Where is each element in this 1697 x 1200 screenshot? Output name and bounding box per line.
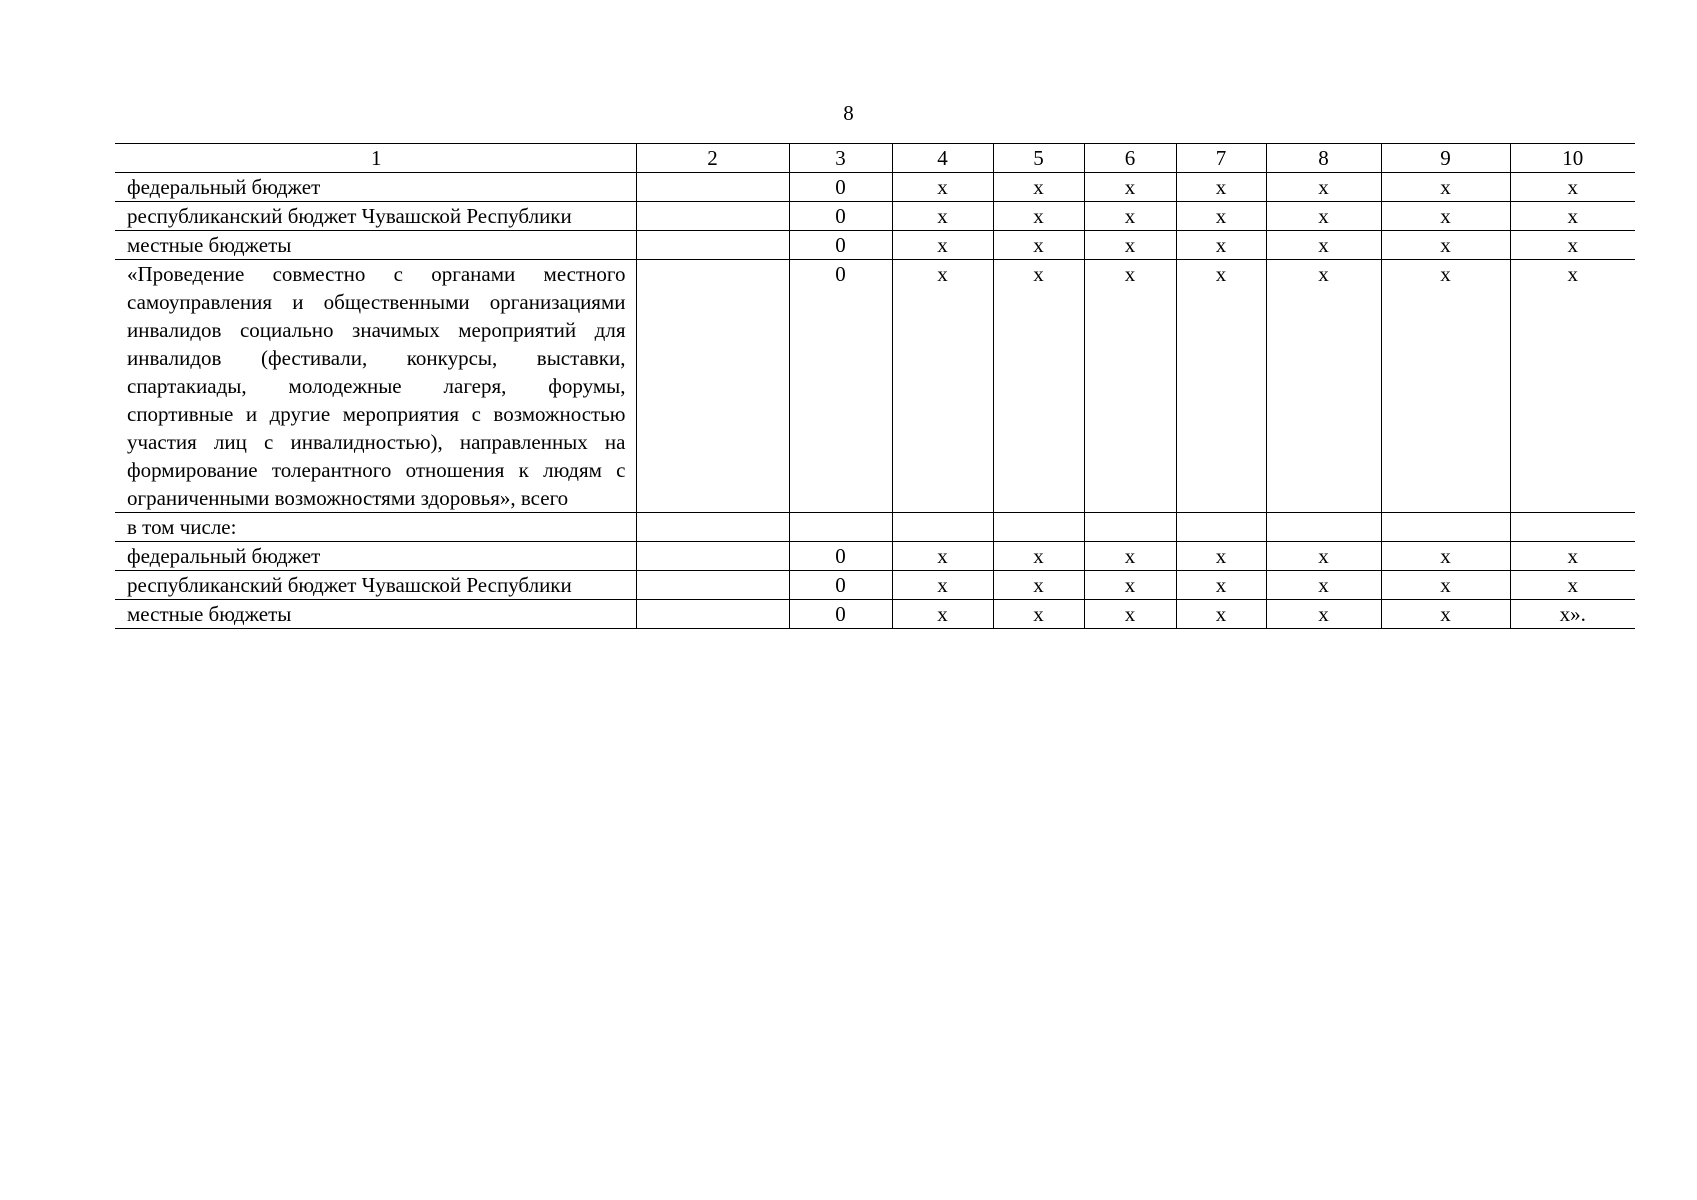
row-label: федеральный бюджет (115, 542, 636, 571)
table-cell: x (1084, 202, 1176, 231)
table-cell: x (1510, 571, 1635, 600)
table-cell (636, 260, 789, 513)
table-cell: x (1266, 202, 1381, 231)
table-cell (789, 513, 892, 542)
table-cell (636, 202, 789, 231)
table-cell: x (1510, 173, 1635, 202)
table-cell (636, 173, 789, 202)
column-number: 9 (1381, 144, 1510, 173)
table-cell: x (1510, 231, 1635, 260)
budget-table (115, 143, 1635, 629)
table-cell: x (1084, 600, 1176, 629)
row-label: местные бюджеты (115, 600, 636, 629)
table-cell (636, 571, 789, 600)
row-label: республиканский бюджет Чувашской Республики (115, 571, 636, 600)
column-number: 4 (892, 144, 993, 173)
table-cell: 0 (789, 202, 892, 231)
table-cell: x (1176, 260, 1266, 513)
table-cell (636, 513, 789, 542)
table-cell (1084, 513, 1176, 542)
table-cell: x (1084, 542, 1176, 571)
table-cell: 0 (789, 260, 892, 513)
table-cell (993, 513, 1084, 542)
table-cell: x (892, 231, 993, 260)
row-label: республиканский бюджет Чувашской Республики (115, 202, 636, 231)
table-cell: x (1176, 571, 1266, 600)
table-row (115, 513, 1635, 542)
column-number: 6 (1084, 144, 1176, 173)
table-cell: x (892, 542, 993, 571)
table-cell: x (1266, 571, 1381, 600)
table-cell: x (1084, 173, 1176, 202)
table-cell (1266, 513, 1381, 542)
column-number: 5 (993, 144, 1084, 173)
table-cell: x (1510, 260, 1635, 513)
table-cell: x (892, 202, 993, 231)
table-row (115, 231, 1635, 260)
table-row (115, 260, 1635, 513)
table-cell: x (1266, 542, 1381, 571)
row-label: в том числе: (115, 513, 636, 542)
row-label: местные бюджеты (115, 231, 636, 260)
table-cell: x (1381, 173, 1510, 202)
table-cell: 0 (789, 571, 892, 600)
table-cell: x (993, 202, 1084, 231)
table-cell: x (1510, 542, 1635, 571)
table-cell: x (892, 571, 993, 600)
table-cell: x (1176, 542, 1266, 571)
column-number: 3 (789, 144, 892, 173)
table-cell (892, 513, 993, 542)
table-cell: 0 (789, 231, 892, 260)
table-cell: 0 (789, 600, 892, 629)
table-cell: x (1176, 173, 1266, 202)
row-label: «Проведение совместно с органами местного самоуправления и общественными организациями инвалидов социально значимых мероприятий для инвалидов (фестивали, конкурсы, выставки, спартакиады, молодежные лагеря, форумы, спортивные и другие мероприятия с возможностью участия лиц с инвалидностью), направленных на формирование толерантного отношения к людям с ограниченными возможностями здоровья», всего (115, 260, 636, 513)
table-cell: x (892, 173, 993, 202)
table-cell: x (1084, 260, 1176, 513)
table-cell (636, 542, 789, 571)
table-row (115, 571, 1635, 600)
table-cell: x (1266, 173, 1381, 202)
table-cell: x (892, 260, 993, 513)
table-cell: x (1266, 231, 1381, 260)
table-cell: x (1084, 571, 1176, 600)
table-cell: x (1381, 202, 1510, 231)
table-cell: x (892, 600, 993, 629)
table-cell: x (1084, 231, 1176, 260)
table-cell: 0 (789, 173, 892, 202)
table-cell: x (1381, 260, 1510, 513)
table-cell: x (993, 173, 1084, 202)
table-cell: x (993, 260, 1084, 513)
table-header-row (115, 144, 1635, 173)
row-label: федеральный бюджет (115, 173, 636, 202)
table-cell: x». (1510, 600, 1635, 629)
column-number: 1 (115, 144, 636, 173)
table-cell: x (1176, 202, 1266, 231)
column-number: 7 (1176, 144, 1266, 173)
table-cell: x (993, 542, 1084, 571)
table-cell (1510, 513, 1635, 542)
table-cell: x (1381, 571, 1510, 600)
table-cell (636, 231, 789, 260)
table-cell: x (1266, 600, 1381, 629)
page-number: 8 (843, 101, 854, 125)
table-cell (1381, 513, 1510, 542)
column-number: 2 (636, 144, 789, 173)
table-cell: x (1381, 542, 1510, 571)
table-cell: x (993, 571, 1084, 600)
table-cell: 0 (789, 542, 892, 571)
table-cell: x (1510, 202, 1635, 231)
table-cell: x (1381, 600, 1510, 629)
table-cell: x (1176, 600, 1266, 629)
table-cell: x (1176, 231, 1266, 260)
table-row (115, 600, 1635, 629)
table-cell: x (993, 600, 1084, 629)
table-cell: x (1381, 231, 1510, 260)
table-cell: x (993, 231, 1084, 260)
table-row (115, 173, 1635, 202)
table-cell (636, 600, 789, 629)
table-cell (1176, 513, 1266, 542)
table-cell: x (1266, 260, 1381, 513)
column-number: 8 (1266, 144, 1381, 173)
column-number: 10 (1510, 144, 1635, 173)
table-row (115, 542, 1635, 571)
table-row (115, 202, 1635, 231)
